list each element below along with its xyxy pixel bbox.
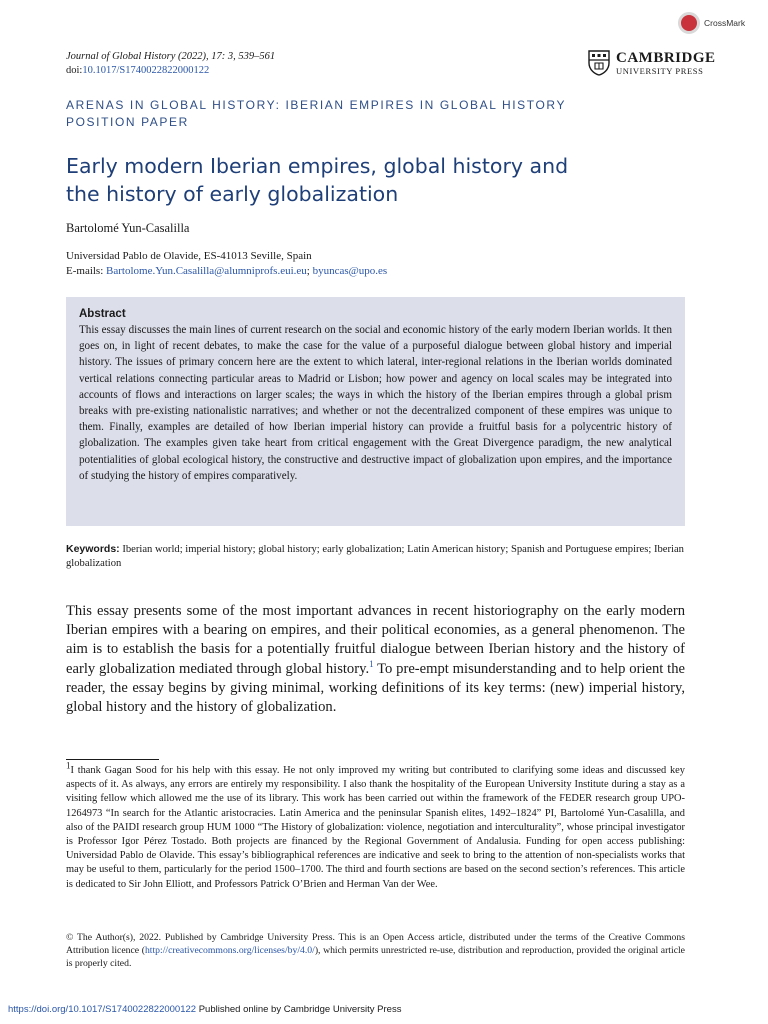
article-title — [66, 152, 666, 208]
email-link-1[interactable]: Bartolome.Yun.Casalilla@alumniprofs.eui.eu — [106, 265, 307, 277]
footnote — [66, 760, 685, 892]
emails-prefix: E-mails: — [66, 265, 107, 277]
paragraph-text-continued: To pre-empt misunderstanding and to help orient the reader, the essay begins by giving minimal, working definitions of its key terms: (new) imperial history, global history and the history of globalization. — [66, 660, 685, 716]
license-text-after: ), which permits unrestricted re-use, distribution and reproduction, provided the original article is properly cited. — [66, 944, 685, 969]
author-affiliation: Universidad Pablo de Olavide, ES-41013 Seville, Spain — [66, 250, 312, 262]
publisher-name: CAMBRIDGE — [616, 49, 716, 66]
section-label-line-2: POSITION PAPER — [66, 115, 189, 129]
footnote-reference[interactable]: 1 — [369, 658, 374, 669]
license-text-before: © The Author(s), 2022. Published by Cambridge University Press. This is an Open Access article, distributed under the terms of the Creative Commons Attribution licence ( — [66, 932, 685, 956]
email-link-2[interactable]: byuncas@upo.es — [312, 265, 388, 277]
keywords-label: Keywords: — [66, 543, 120, 555]
doi-prefix: doi: — [66, 65, 83, 76]
abstract-heading: Abstract — [79, 308, 126, 320]
abstract-box — [66, 297, 685, 526]
title-line-2: the history of early globalization — [66, 182, 399, 206]
title-line-1: Early modern Iberian empires, global history and — [66, 154, 569, 178]
crossmark-badge[interactable] — [678, 12, 745, 34]
footnote-text: I thank Gagan Sood for his help with this essay. He not only improved my writing but contributed to clarifying some ideas and discussed key aspects of it. As always, any errors are entirely my responsibility. I also thank the hospitality of the European University Institute during a stay as a visiting fellow which allowed me the use of its library. This work has been carried out within the framework of the FEDER research group UPO-1264973 “In search for the Atlantic aristocracies. Latin America and the peninsular Spanish elites, 1492–1824” PI, Bartolomé Yun-Casalilla, and also of the PAIDI research group HUM 1000 “The History of globalization: violence, negotiation and interculturality”, whose principal investigator is Professor Igor Pérez Tostado. Both projects are financed by the Regional Government of Andalusia. Funding for open access publishing: Universidad Pablo de Olavide. This essay’s bibliographical references are indicative and seek to bring to the attention of non-specialists works that may be useful to them, particularly for the period 1500–1700. The third and fourth sections are based on the second section’s references. This article is dedicated to Sir John Elliott, and Professors Patrick O’Brien and Herman Van der Wee. — [66, 765, 685, 890]
section-label — [66, 97, 586, 131]
author-emails — [66, 264, 387, 278]
email-separator: ; — [306, 265, 313, 277]
keywords — [66, 542, 685, 571]
license-notice — [66, 932, 685, 970]
published-online-text: Published online by Cambridge University Press — [196, 1004, 402, 1015]
doi-line — [66, 64, 209, 77]
author-name: Bartolomé Yun-Casalilla — [66, 221, 190, 235]
crossmark-icon — [678, 12, 700, 34]
license-link[interactable]: http://creativecommons.org/licenses/by/4.0/ — [144, 944, 315, 956]
abstract-text: This essay discusses the main lines of current research on the social and economic history of the early modern Iberian worlds. It then goes on, in light of recent debates, to make the case for the value of a purposeful dialogue between global history and imperial history. The issues of primary concern here are the extent to which lateral, inter-regional relations in the Iberian worlds dominated vertical relations connecting particular areas to Madrid or Lisbon; how power and agency on local scales may be integrated into accounts of flows and interactions on larger scales; the ways in which the history of the Iberian empires through a global prism breaks with pre-existing nationalistic narratives; and whether or not the decentralized component of these empires was unique to them. Finally, examples are detailed of how Iberian imperial history can provide a fruitful basis for a polycentric history of globalization. The examples given take heart from critical engagement with the Great Divergence paradigm, the new analytical potentialities of global ecological history, the constructive and destructive impact of globalization upon empires, and the importance of studying the history of empires comparatively. — [79, 324, 672, 482]
published-online-line — [8, 1004, 401, 1016]
keywords-list: Iberian world; imperial history; global history; early globalization; Latin American history; Spanish and Portuguese empires; Iberian globalization — [66, 544, 684, 569]
journal-reference: Journal of Global History (2022), 17: 3, 539–561 — [66, 51, 276, 62]
cambridge-shield-icon — [588, 50, 610, 76]
footnote-divider — [66, 759, 159, 760]
body-paragraph — [66, 602, 685, 717]
bottom-doi-link[interactable]: https://doi.org/10.1017/S1740022822000122 — [8, 1004, 197, 1015]
doi-link[interactable]: 10.1017/S1740022822000122 — [82, 65, 210, 76]
crossmark-label: CrossMark — [704, 18, 746, 28]
publisher-logo — [588, 50, 716, 76]
paragraph-text: This essay presents some of the most important advances in recent historiography on the early modern Iberian empires with a bearing on empires, and their political economies, as a general phenomenon. The aim is to establish the basis for a potentially fruitful dialogue between Iberian history and the history of early globalization mediated through global history. — [66, 603, 685, 677]
footnote-number: 1 — [66, 760, 71, 771]
publisher-subtitle: UNIVERSITY PRESS — [616, 65, 704, 76]
section-label-line-1: ARENAS IN GLOBAL HISTORY: IBERIAN EMPIRES IN GLOBAL HISTORY — [66, 98, 567, 112]
